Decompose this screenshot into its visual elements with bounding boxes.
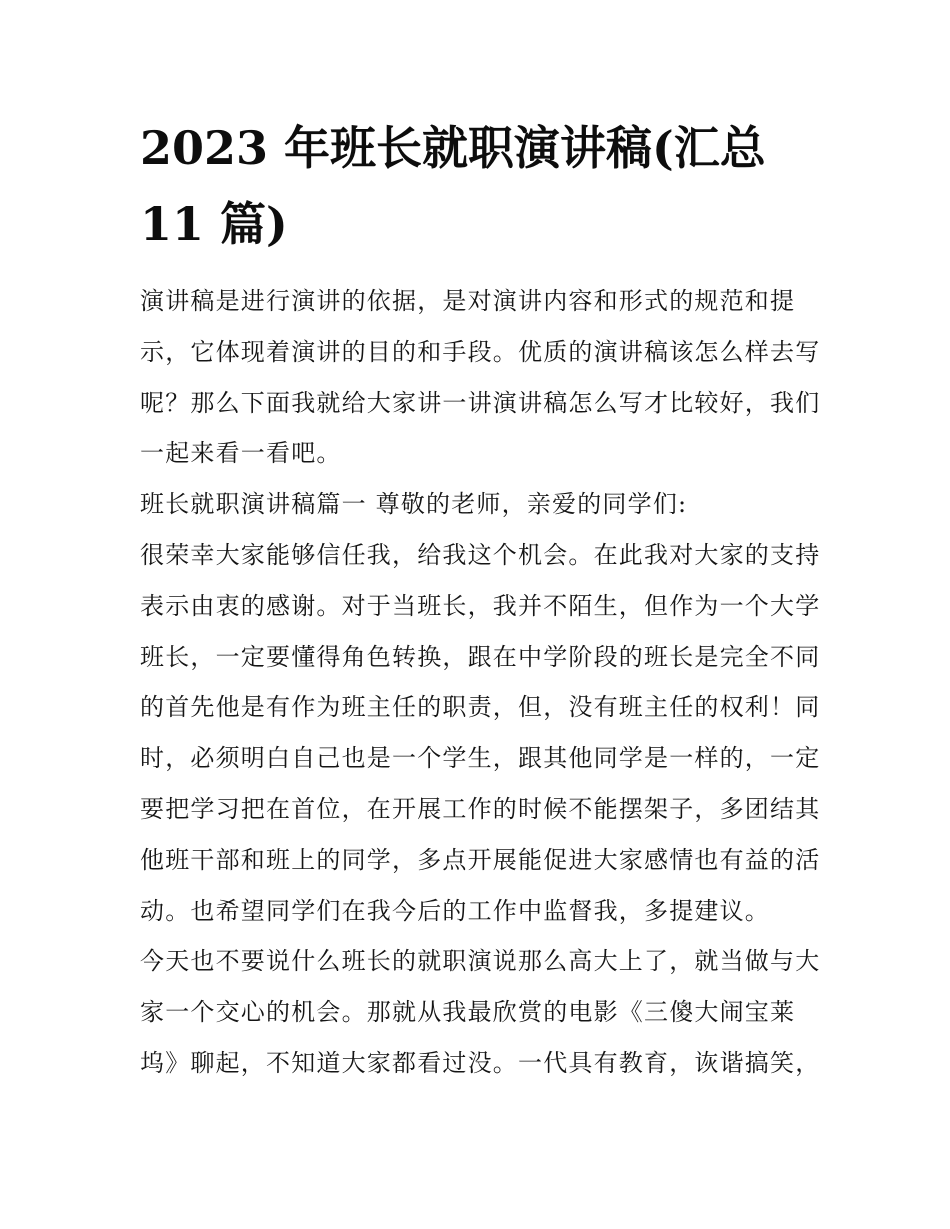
text-line: 今天也不要说什么班长的就职演说那么高大上了，就当做与大 (140, 947, 821, 976)
title-line-1: 2023 年班长就职演讲稿(汇总 (140, 121, 766, 175)
text-line: 坞》聊起，不知道大家都看过没。一代具有教育，诙谐搞笑， (140, 1048, 821, 1077)
text-line: 呢？那么下面我就给大家讲一讲演讲稿怎么写才比较好，我们 (140, 388, 821, 417)
text-line: 班长就职演讲稿篇一 尊敬的老师，亲爱的同学们: (140, 490, 688, 519)
text-line: 要把学习把在首位，在开展工作的时候不能摆架子，多团结其 (140, 794, 821, 823)
intro-paragraph (140, 276, 820, 479)
text-line: 班长，一定要懂得角色转换，跟在中学阶段的班长是完全不同 (140, 642, 821, 671)
body-paragraph (140, 530, 820, 936)
text-line: 动。也希望同学们在我今后的工作中监督我，多提建议。 (140, 896, 770, 925)
text-line: 表示由衷的感谢。对于当班长，我并不陌生，但作为一个大学 (140, 591, 821, 620)
text-line: 示，它体现着演讲的目的和手段。优质的演讲稿该怎么样去写 (140, 337, 821, 366)
text-line: 的首先他是有作为班主任的职责，但，没有班主任的权利！同 (140, 693, 821, 722)
document-body (140, 276, 820, 1089)
document-title (140, 110, 820, 262)
text-line: 家一个交心的机会。那就从我最欣赏的电影《三傻大闹宝莱 (140, 998, 796, 1027)
section-heading-paragraph (140, 479, 820, 530)
text-line: 很荣幸大家能够信任我，给我这个机会。在此我对大家的支持 (140, 540, 821, 569)
text-line: 他班干部和班上的同学，多点开展能促进大家感情也有益的活 (140, 845, 821, 874)
text-line: 一起来看一看吧。 (140, 439, 342, 468)
body-paragraph (140, 936, 820, 1088)
text-line: 演讲稿是进行演讲的依据，是对演讲内容和形式的规范和提 (140, 287, 796, 315)
text-line: 时，必须明白自己也是一个学生，跟其他同学是一样的，一定 (140, 744, 821, 773)
title-line-2: 11 篇) (140, 197, 288, 251)
